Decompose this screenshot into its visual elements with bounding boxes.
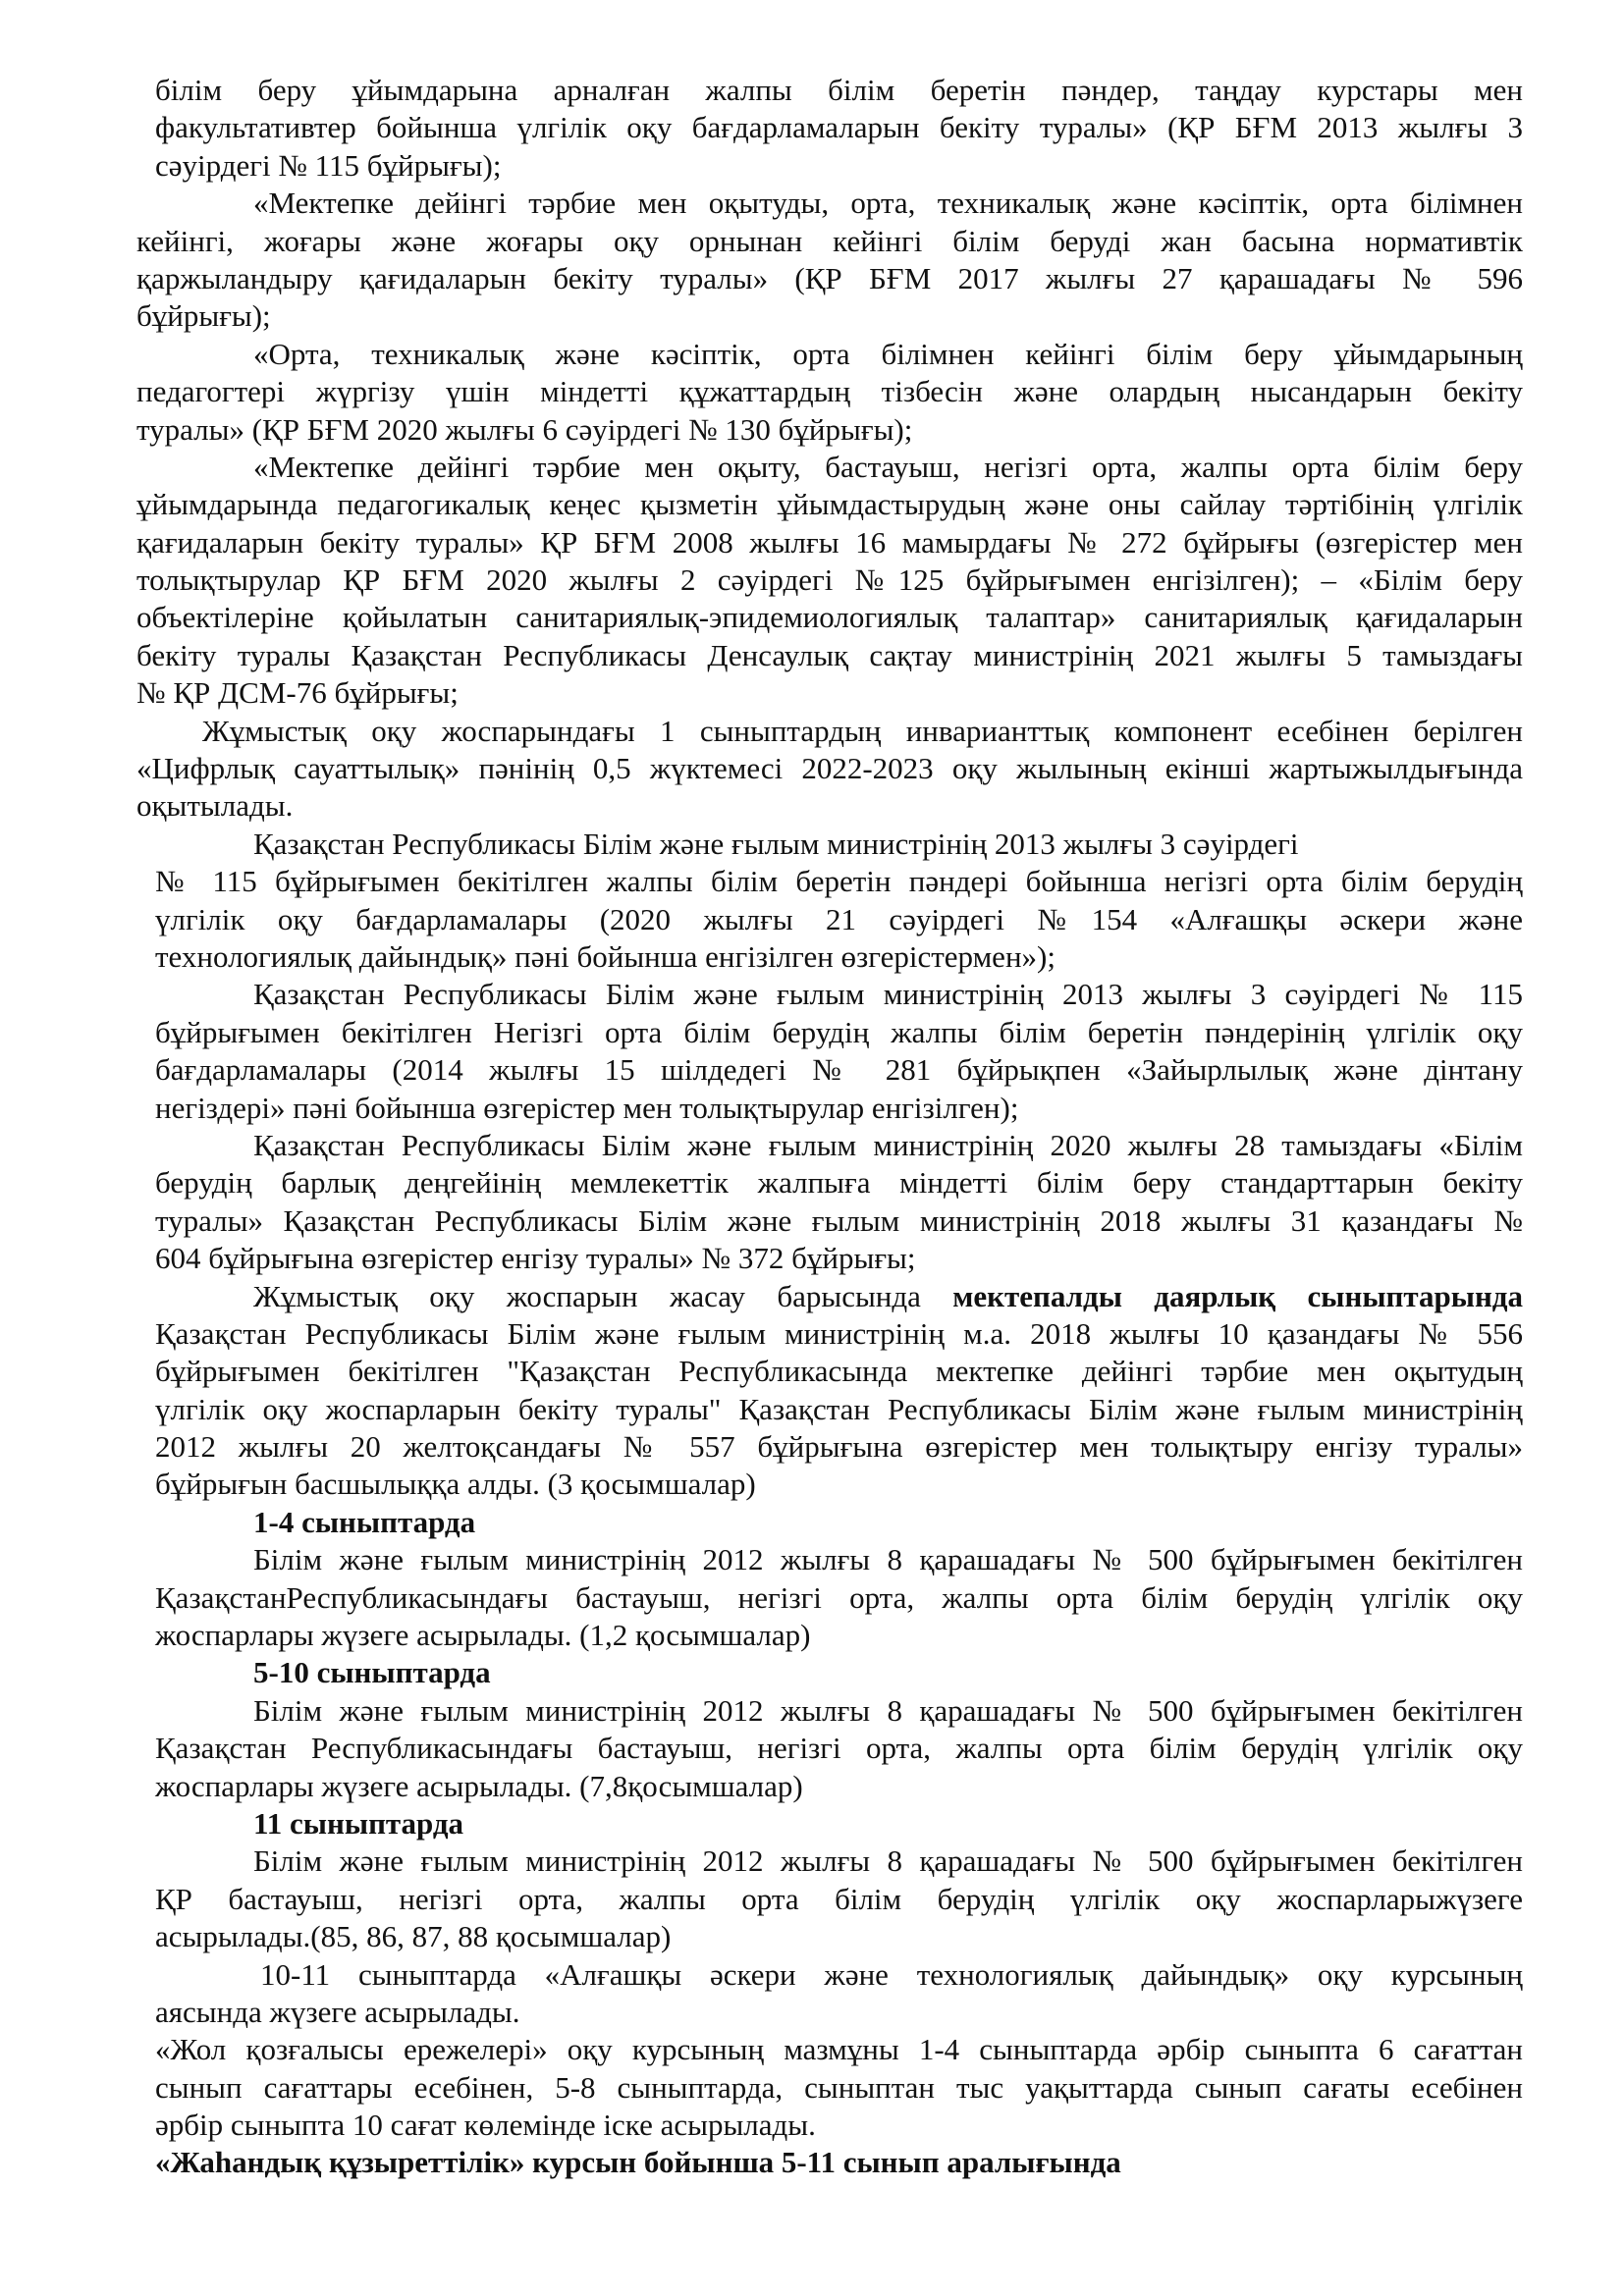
text-line bbox=[253, 1278, 1523, 1315]
text-line bbox=[136, 411, 1523, 449]
text-line bbox=[136, 599, 1523, 636]
line-text: 5-10 сыныптарда bbox=[253, 1655, 491, 1690]
line-text: «Жаһандық құзыреттілік» курсын бойынша 5-11 сынып аралығында bbox=[155, 2145, 1121, 2180]
line-text: ҚР бастауыш, негізгі орта, жалпы орта білім берудің үлгілік оқу жоспарларыжүзеге bbox=[155, 1881, 1523, 1916]
text-line bbox=[155, 1918, 1523, 1955]
text-line bbox=[155, 1391, 1523, 1428]
text-line bbox=[155, 1881, 1523, 1918]
text-line bbox=[155, 1994, 1523, 2031]
text-line bbox=[253, 185, 1523, 222]
section-heading-line bbox=[253, 1805, 1523, 1842]
line-text: сынып сағаттары есебінен, 5-8 сыныптарда, сыныптан тыс уақыттарда сынып сағаты есебінен bbox=[155, 2069, 1523, 2105]
text-line bbox=[155, 863, 1523, 900]
text-line bbox=[253, 976, 1523, 1013]
text-line bbox=[136, 524, 1523, 561]
line-text: оқытылады. bbox=[136, 788, 294, 824]
text-line bbox=[253, 449, 1523, 486]
text-line bbox=[155, 1240, 1523, 1277]
line-text: 2012 жылғы 20 желтоқсандағы № 557 бұйрығына өзгерістер мен толықтыру енгізу туралы» bbox=[155, 1429, 1523, 1465]
line-text: негіздері» пәні бойынша өзгерістер мен толықтырулар енгізілген); bbox=[155, 1090, 1019, 1125]
line-text: үлгілік оқу жоспарларын бекіту туралы" Қазақстан Республикасы Білім және ғылым министрінің bbox=[155, 1391, 1523, 1426]
line-text: аясында жүзеге асырылады. bbox=[155, 1994, 520, 2029]
line-text: Білім және ғылым министрінің 2012 жылғы 8 қарашадағы № 500 бұйрығымен бекітілген bbox=[253, 1692, 1523, 1728]
line-text: технологиялық дайындық» пәні бойынша енгізілген өзгерістермен»); bbox=[155, 938, 1056, 974]
line-text: педагогтері жүргізу үшін міндетті құжаттардың тізбесін және олардың нысандарын бекіту bbox=[136, 374, 1523, 409]
line-text: қаржыландыру қағидаларын бекіту туралы» (ҚР БҒМ 2017 жылғы 27 қарашадағы № 596 bbox=[136, 260, 1523, 295]
line-text: бағдарламалары (2014 жылғы 15 шілдедегі № 281 бұйрықпен «Зайырлылық және дінтану bbox=[155, 1052, 1523, 1088]
line-text: қағидаларын бекіту туралы» ҚР БҒМ 2008 жылғы 16 мамырдағы № 272 бұйрығы (өзгерістер мен bbox=[136, 524, 1523, 560]
text-line bbox=[253, 1127, 1523, 1164]
line-text: Жұмыстық оқу жоспарындағы 1 сыныптардың инварианттық компонент есебінен берілген bbox=[202, 713, 1523, 748]
text-line bbox=[136, 674, 1523, 712]
line-text: үлгілік оқу бағдарламалары (2020 жылғы 21 сәуірдегі №154 «Алғашқы әскери және bbox=[155, 901, 1523, 936]
line-text: Қазақстан Республикасы Білім және ғылым министрінің 2020 жылғы 28 тамыздағы «Білім bbox=[253, 1127, 1523, 1162]
text-line bbox=[155, 2069, 1523, 2107]
text-line bbox=[155, 1090, 1523, 1127]
line-text: факультативтер бойынша үлгілік оқу бағдарламаларын бекіту туралы» (ҚР БҒМ 2013 жылғы 3 bbox=[155, 110, 1523, 145]
text-line bbox=[155, 1730, 1523, 1767]
line-text: туралы» (ҚР БҒМ 2020 жылғы 6 сәуірдегі № 130 бұйрығы); bbox=[136, 411, 913, 447]
text-line bbox=[155, 1768, 1523, 1805]
line-text: сәуірдегі № 115 бұйрығы); bbox=[155, 147, 502, 183]
line-text: «Орта, техникалық және кәсіптік, орта білімнен кейінгі білім беру ұйымдарының bbox=[253, 336, 1523, 371]
text-line bbox=[260, 1956, 1523, 1994]
text-line bbox=[155, 1466, 1523, 1503]
text-line bbox=[136, 260, 1523, 297]
text-line bbox=[202, 713, 1523, 750]
text-line bbox=[136, 750, 1523, 787]
line-text: 1-4 сыныптарда bbox=[253, 1504, 476, 1539]
section-heading-line bbox=[155, 2144, 1523, 2181]
text-line bbox=[155, 1164, 1523, 1201]
section-heading-line bbox=[253, 1504, 1523, 1541]
text-line bbox=[155, 1315, 1523, 1353]
text-line bbox=[155, 1617, 1523, 1654]
line-text: объектілеріне қойылатын санитариялық-эпидемиологиялық талаптар» санитариялық қағидаларын bbox=[136, 600, 1523, 635]
line-text: «Жол қозғалысы ережелері» оқу курсының мазмұны 1-4 сыныптарда әрбір сыныпта 6 сағаттан bbox=[155, 2032, 1523, 2067]
text-line bbox=[155, 1353, 1523, 1390]
line-text: білім беру ұйымдарына арналған жалпы білім беретін пәндер, таңдау курстары мен bbox=[155, 73, 1523, 107]
text-line bbox=[136, 561, 1523, 599]
line-text: бұйрығымен бекітілген "Қазақстан Республикасында мектепке дейінгі тәрбие мен оқытудың bbox=[155, 1354, 1523, 1389]
text-line bbox=[155, 2107, 1523, 2144]
line-text: «Мектепке дейінгі тәрбие мен оқыту, бастауыш, негізгі орта, жалпы орта білім беру bbox=[253, 449, 1523, 484]
line-text: Білім және ғылым министрінің 2012 жылғы 8 қарашадағы № 500 бұйрығымен бекітілген bbox=[253, 1542, 1523, 1577]
line-text: бұйрығымен бекітілген Негізгі орта білім берудің жалпы білім беретін пәндерінің үлгілік оқу bbox=[155, 1014, 1523, 1049]
line-text: 604 бұйрығына өзгерістер енгізу туралы» № 372 бұйрығы; bbox=[155, 1241, 916, 1276]
line-text: толықтырулар ҚР БҒМ 2020 жылғы 2 сәуірдегі №125 бұйрығымен енгізілген); – «Білім беру bbox=[136, 562, 1523, 598]
line-text: «Цифрлық сауаттылық» пәнінің 0,5 жүктемесі 2022-2023 оқу жылының екінші жартыжылдығында bbox=[136, 751, 1523, 786]
text-line bbox=[253, 336, 1523, 373]
line-text: Қазақстан Республикасындағы бастауыш, негізгі орта, жалпы орта білім берудің үлгілік оқу bbox=[155, 1731, 1523, 1766]
text-line bbox=[136, 373, 1523, 410]
text-line bbox=[155, 109, 1523, 146]
text-line bbox=[136, 787, 1523, 825]
line-text: 11 сыныптарда bbox=[253, 1805, 464, 1841]
line-text: бұйрығын басшылыққа алды. (3 қосымшалар) bbox=[155, 1467, 756, 1502]
line-text: ҚазақстанРеспубликасындағы бастауыш, негізгі орта, жалпы орта білім берудің үлгілік оқу bbox=[155, 1579, 1523, 1615]
line-text: «Мектепке дейінгі тәрбие мен оқытуды, орта, техникалық және кәсіптік, орта білімнен bbox=[253, 186, 1523, 221]
line-text: Білім және ғылым министрінің 2012 жылғы 8 қарашадағы № 500 бұйрығымен бекітілген bbox=[253, 1843, 1523, 1879]
document-body bbox=[0, 72, 1624, 2182]
section-heading-line bbox=[253, 1654, 1523, 1691]
text-line bbox=[155, 1202, 1523, 1240]
text-line bbox=[155, 1428, 1523, 1466]
line-text: бұйрығы); bbox=[136, 298, 271, 334]
text-line bbox=[155, 1579, 1523, 1617]
text-line bbox=[253, 1842, 1523, 1880]
text-line bbox=[155, 1014, 1523, 1051]
line-text: Жұмыстық оқу жоспарын жасау барысында bbox=[253, 1278, 953, 1313]
line-text: әрбір сыныпта 10 сағат көлемінде іске асырылады. bbox=[155, 2108, 816, 2143]
text-line bbox=[155, 2031, 1523, 2068]
line-text: асырылады.(85, 86, 87, 88 қосымшалар) bbox=[155, 1919, 672, 1954]
line-text: № 115 бұйрығымен бекітілген жалпы білім беретін пәндері бойынша негізгі орта білім берудің bbox=[155, 864, 1523, 899]
line-text: 10-11 сыныптарда «Алғашқы әскери және технологиялық дайындық» оқу курсының bbox=[260, 1956, 1523, 1992]
text-line bbox=[253, 826, 1523, 863]
text-line bbox=[155, 901, 1523, 938]
text-line bbox=[136, 486, 1523, 523]
text-line bbox=[253, 1692, 1523, 1730]
text-line bbox=[136, 223, 1523, 260]
line-text: Қазақстан Республикасы Білім және ғылым министрінің 2013 жылғы 3 сәуірдегі bbox=[253, 826, 1299, 861]
text-line bbox=[136, 637, 1523, 674]
line-text: бекіту туралы Қазақстан Республикасы Денсаулық сақтау министрінің 2021 жылғы 5 тамыздағы bbox=[136, 637, 1523, 672]
text-line bbox=[155, 147, 1523, 185]
text-line bbox=[155, 1051, 1523, 1089]
line-text: кейінгі, жоғары және жоғары оқу орнынан кейінгі білім беруді жан басына нормативтік bbox=[136, 223, 1523, 258]
bold-phrase: мектепалды даярлық сыныптарында bbox=[952, 1278, 1523, 1313]
text-line bbox=[136, 297, 1523, 335]
line-text: берудің барлық деңгейінің мемлекеттік жалпыға міндетті білім беру стандарттарын бекіту bbox=[155, 1165, 1523, 1201]
line-text: Қазақстан Республикасы Білім және ғылым министрінің 2013 жылғы 3 сәуірдегі № 115 bbox=[253, 977, 1523, 1012]
text-line bbox=[253, 1541, 1523, 1578]
text-line bbox=[155, 938, 1523, 976]
line-text: жоспарлары жүзеге асырылады. (1,2 қосымшалар) bbox=[155, 1618, 811, 1653]
line-text: жоспарлары жүзеге асырылады. (7,8қосымшалар) bbox=[155, 1768, 803, 1803]
text-line bbox=[155, 72, 1523, 109]
line-text: Қазақстан Республикасы Білім және ғылым министрінің м.а. 2018 жылғы 10 қазандағы № 556 bbox=[155, 1315, 1523, 1351]
line-text: ұйымдарында педагогикалық кеңес қызметін ұйымдастырудың және оны сайлау тәртібінің үлгілік bbox=[136, 487, 1523, 522]
line-text: туралы» Қазақстан Республикасы Білім және ғылым министрінің 2018 жылғы 31 қазандағы № bbox=[155, 1202, 1523, 1238]
line-text: № ҚР ДСМ-76 бұйрығы; bbox=[136, 675, 459, 711]
